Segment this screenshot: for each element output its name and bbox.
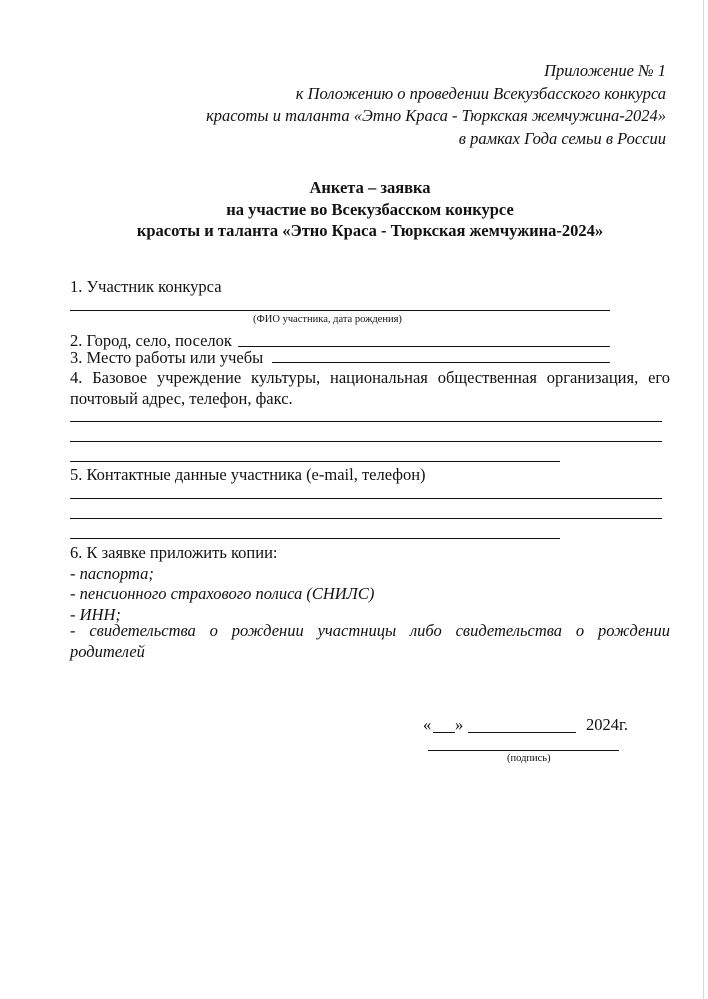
attachment-item: - паспорта; [70, 564, 154, 583]
date-month-line[interactable] [468, 732, 576, 733]
attachment-item: - свидетельства о рождении участницы либо свидетельства о рождении родителей [70, 621, 670, 661]
date-year: 2024г. [586, 715, 629, 734]
item6-label: 6. К заявке приложить копии: [70, 543, 278, 562]
appendix-title: Приложение № 1 [544, 61, 666, 80]
appendix-line: к Положению о проведении Всекузбасского конкурса [295, 83, 666, 103]
contacts-line-1[interactable] [70, 498, 662, 499]
city-line[interactable] [238, 346, 610, 347]
date-quote-open: « [423, 715, 432, 734]
institution-line-3[interactable] [70, 461, 560, 462]
item4-label: 4. Базовое учреждение культуры, национальная общественная организация, его почтовый адрес, телефон, факс. [70, 368, 670, 408]
item1-label: 1. Участник конкурса [70, 277, 222, 296]
date-quote-close: » [455, 715, 464, 734]
attachment-item: - пенсионного страхового полиса (СНИЛС) [70, 584, 375, 603]
item2-label: 2. Город, село, поселок [70, 331, 232, 350]
contacts-line-3[interactable] [70, 538, 560, 539]
form-title [0, 177, 708, 242]
signature-line[interactable] [428, 750, 619, 751]
title-line: на участие во Всекузбасском конкурсе [226, 199, 514, 219]
appendix-line: в рамках Года семьи в России [458, 128, 666, 148]
institution-line-2[interactable] [70, 441, 662, 442]
contacts-line-2[interactable] [70, 518, 662, 519]
institution-line-1[interactable] [70, 421, 662, 422]
participant-name-hint: (ФИО участника, дата рождения) [253, 314, 402, 325]
page-edge [703, 0, 704, 999]
workplace-line[interactable] [272, 362, 610, 363]
title-line: Анкета – заявка [309, 178, 431, 197]
item5-label: 5. Контактные данные участника (e-mail, телефон) [70, 465, 426, 484]
attachment-item: - ИНН; [70, 605, 121, 624]
date-day-line[interactable] [433, 732, 455, 733]
title-line: красоты и таланта «Этно Краса - Тюркская жемчужина-2024» [136, 221, 604, 240]
participant-name-line[interactable] [70, 310, 610, 311]
appendix-line: красоты и таланта «Этно Краса - Тюркская жемчужина-2024» [206, 106, 666, 125]
item3-label: 3. Место работы или учебы [70, 348, 264, 367]
signature-hint: (подпись) [507, 753, 551, 764]
appendix-header [206, 60, 666, 150]
